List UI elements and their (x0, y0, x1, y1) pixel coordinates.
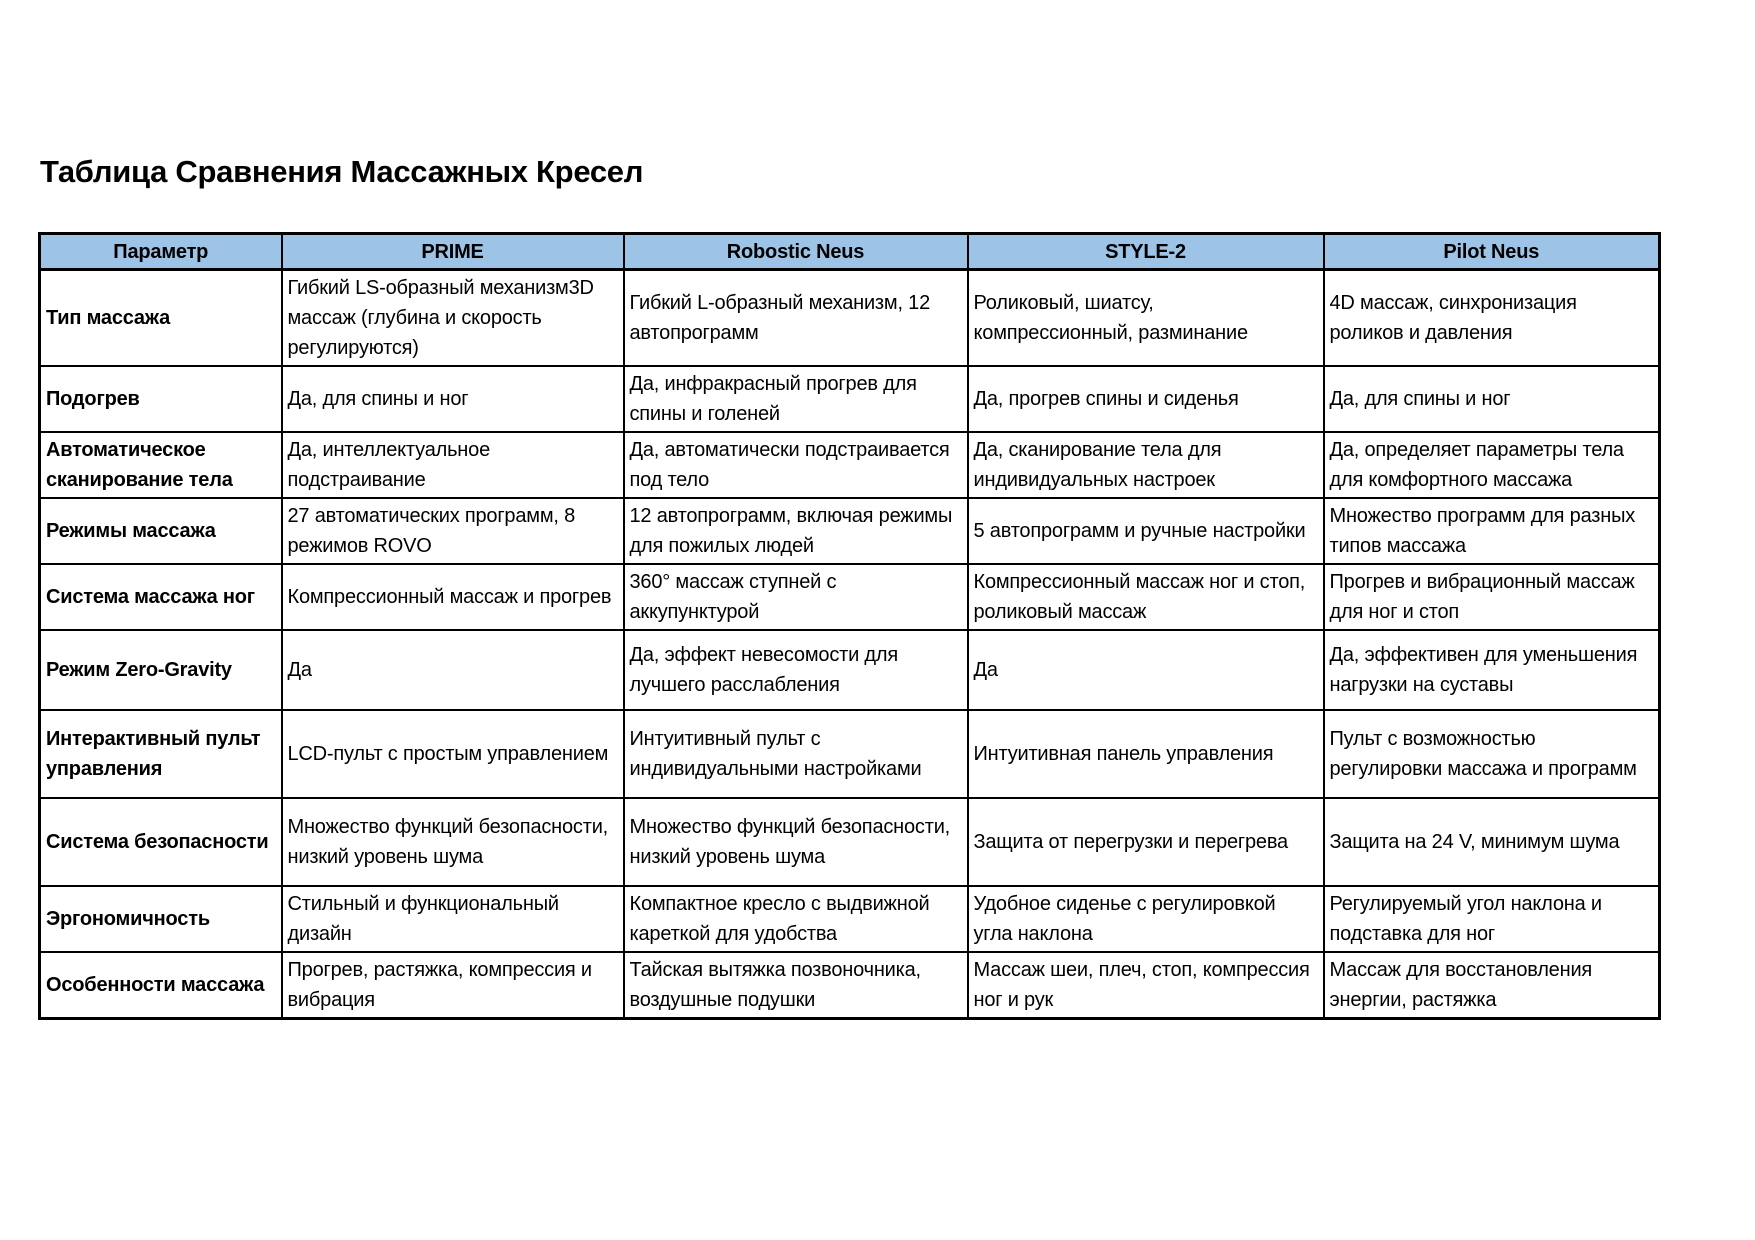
cell-pilot: Да, эффективен для уменьшения нагрузки на суставы (1324, 630, 1660, 710)
cell-robostic: Гибкий L-образный механизм, 12 автопрограмм (624, 270, 968, 367)
cell-pilot: Прогрев и вибрационный массаж для ног и стоп (1324, 564, 1660, 630)
cell-robostic: Тайская вытяжка позвоночника, воздушные подушки (624, 952, 968, 1019)
cell-pilot: Да, определяет параметры тела для комфортного массажа (1324, 432, 1660, 498)
column-header-style-2: STYLE-2 (968, 234, 1324, 270)
cell-prime: Да (282, 630, 624, 710)
table-row (40, 432, 1660, 498)
cell-robostic: Компактное кресло с выдвижной кареткой для удобства (624, 886, 968, 952)
cell-robostic: Да, эффект невесомости для лучшего расслабления (624, 630, 968, 710)
cell-prime: Компрессионный массаж и прогрев (282, 564, 624, 630)
cell-prime: Да, для спины и ног (282, 366, 624, 432)
row-label-massage-type: Тип массажа (40, 270, 282, 367)
cell-pilot: Массаж для восстановления энергии, растяжка (1324, 952, 1660, 1019)
cell-style2: Массаж шеи, плеч, стоп, компрессия ног и рук (968, 952, 1324, 1019)
cell-robostic: Да, инфракрасный прогрев для спины и голеней (624, 366, 968, 432)
row-label-ergonomics: Эргономичность (40, 886, 282, 952)
cell-prime: Множество функций безопасности, низкий уровень шума (282, 798, 624, 886)
cell-robostic: Да, автоматически подстраивается под тело (624, 432, 968, 498)
cell-robostic: 360° массаж ступней с аккупунктурой (624, 564, 968, 630)
row-label-zero-gravity: Режим Zero-Gravity (40, 630, 282, 710)
page-title: Таблица Сравнения Массажных Кресел (40, 153, 644, 189)
table-row (40, 564, 1660, 630)
cell-style2: Компрессионный массаж ног и стоп, роликовый массаж (968, 564, 1324, 630)
row-label-safety-system: Система безопасности (40, 798, 282, 886)
row-label-heating: Подогрев (40, 366, 282, 432)
cell-pilot: Да, для спины и ног (1324, 366, 1660, 432)
cell-style2: Интуитивная панель управления (968, 710, 1324, 798)
row-label-massage-features: Особенности массажа (40, 952, 282, 1019)
cell-pilot: Множество программ для разных типов массажа (1324, 498, 1660, 564)
cell-robostic: Интуитивный пульт с индивидуальными настройками (624, 710, 968, 798)
cell-pilot: 4D массаж, синхронизация роликов и давления (1324, 270, 1660, 367)
table-row (40, 366, 1660, 432)
table-row (40, 270, 1660, 367)
table-row (40, 798, 1660, 886)
cell-style2: Удобное сиденье с регулировкой угла наклона (968, 886, 1324, 952)
column-header-prime: PRIME (282, 234, 624, 270)
table-row (40, 952, 1660, 1019)
cell-pilot: Защита на 24 V, минимум шума (1324, 798, 1660, 886)
row-label-massage-modes: Режимы массажа (40, 498, 282, 564)
row-label-foot-massage-system: Система массажа ног (40, 564, 282, 630)
cell-style2: Да, сканирование тела для индивидуальных настроек (968, 432, 1324, 498)
cell-prime: Прогрев, растяжка, компрессия и вибрация (282, 952, 624, 1019)
cell-pilot: Пульт с возможностью регулировки массажа и программ (1324, 710, 1660, 798)
row-label-body-scan: Автоматическое сканирование тела (40, 432, 282, 498)
column-header-pilot-neus: Pilot Neus (1324, 234, 1660, 270)
column-header-parameter: Параметр (40, 234, 282, 270)
header-row (40, 234, 1660, 270)
table-row (40, 630, 1660, 710)
row-label-remote-control: Интерактивный пульт управления (40, 710, 282, 798)
cell-style2: 5 автопрограмм и ручные настройки (968, 498, 1324, 564)
table-row (40, 710, 1660, 798)
cell-prime: 27 автоматических программ, 8 режимов ROVO (282, 498, 624, 564)
cell-style2: Да, прогрев спины и сиденья (968, 366, 1324, 432)
cell-prime: Гибкий LS-образный механизм3D массаж (глубина и скорость регулируются) (282, 270, 624, 367)
cell-prime: LCD-пульт с простым управлением (282, 710, 624, 798)
comparison-table (38, 232, 1661, 1020)
table-row (40, 498, 1660, 564)
cell-style2: Роликовый, шиатсу, компрессионный, разминание (968, 270, 1324, 367)
cell-prime: Стильный и функциональный дизайн (282, 886, 624, 952)
cell-style2: Защита от перегрузки и перегрева (968, 798, 1324, 886)
cell-robostic: 12 автопрограмм, включая режимы для пожилых людей (624, 498, 968, 564)
column-header-robostic-neus: Robostic Neus (624, 234, 968, 270)
cell-pilot: Регулируемый угол наклона и подставка для ног (1324, 886, 1660, 952)
cell-style2: Да (968, 630, 1324, 710)
cell-robostic: Множество функций безопасности, низкий уровень шума (624, 798, 968, 886)
table-row (40, 886, 1660, 952)
cell-prime: Да, интеллектуальное подстраивание (282, 432, 624, 498)
